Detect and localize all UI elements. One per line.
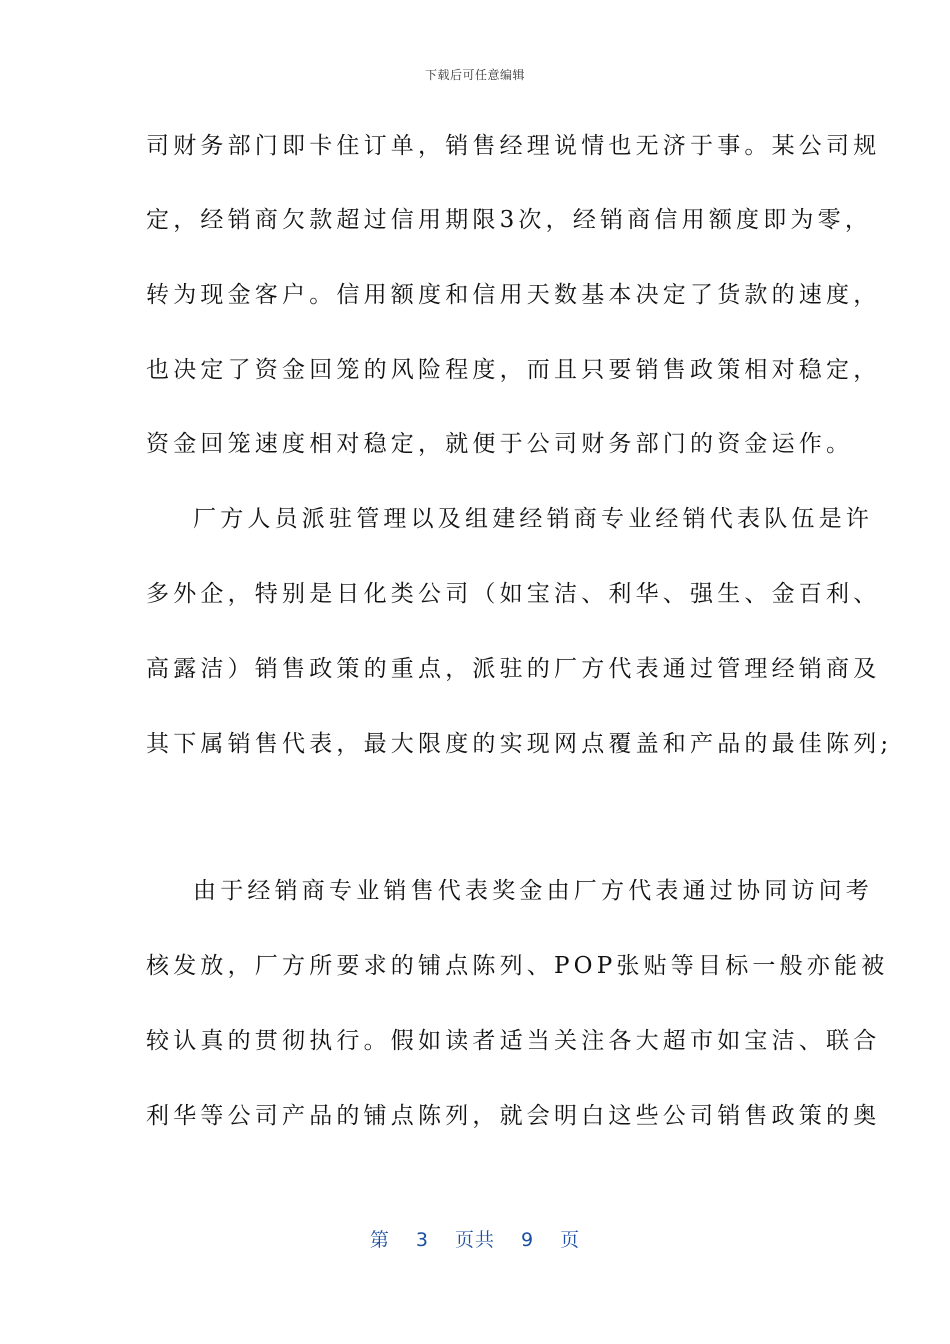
footer-middle: 页共: [454, 1229, 495, 1251]
body-line: 厂方人员派驻管理以及组建经销商专业经销代表队伍是许: [193, 506, 873, 532]
body-line: 多外企，特别是日化类公司（如宝洁、利华、强生、金百利、: [146, 581, 881, 607]
footer-prefix: 第: [369, 1229, 390, 1251]
body-line: 其下属销售代表，最大限度的实现网点覆盖和产品的最佳陈列;: [146, 731, 893, 757]
body-line: 由于经销商专业销售代表奖金由厂方代表通过协同访问考: [193, 878, 873, 904]
header-note: 下载后可任意编辑: [424, 68, 525, 82]
body-line: 高露洁）销售政策的重点，派驻的厂方代表通过管理经销商及: [146, 656, 881, 682]
body-line: 利华等公司产品的铺点陈列，就会明白这些公司销售政策的奥: [146, 1103, 881, 1129]
body-line: 也决定了资金回笼的风险程度，而且只要销售政策相对稳定，: [146, 357, 881, 383]
current-page-number: 3: [415, 1229, 429, 1251]
total-pages-number: 9: [521, 1229, 535, 1251]
page-number-footer: [0, 1225, 950, 1252]
body-line: 转为现金客户。信用额度和信用天数基本决定了货款的速度，: [146, 282, 881, 308]
body-line: 资金回笼速度相对稳定，就便于公司财务部门的资金运作。: [146, 431, 854, 457]
body-line: 较认真的贯彻执行。假如读者适当关注各大超市如宝洁、联合: [146, 1028, 881, 1054]
body-line: 司财务部门即卡住订单，销售经理说情也无济于事。某公司规: [146, 133, 881, 159]
body-line: 核发放，厂方所要求的铺点陈列、POP张贴等目标一般亦能被: [146, 953, 889, 979]
footer-suffix: 页: [560, 1229, 581, 1251]
body-line: 定，经销商欠款超过信用期限3次，经销商信用额度即为零，: [146, 207, 873, 233]
